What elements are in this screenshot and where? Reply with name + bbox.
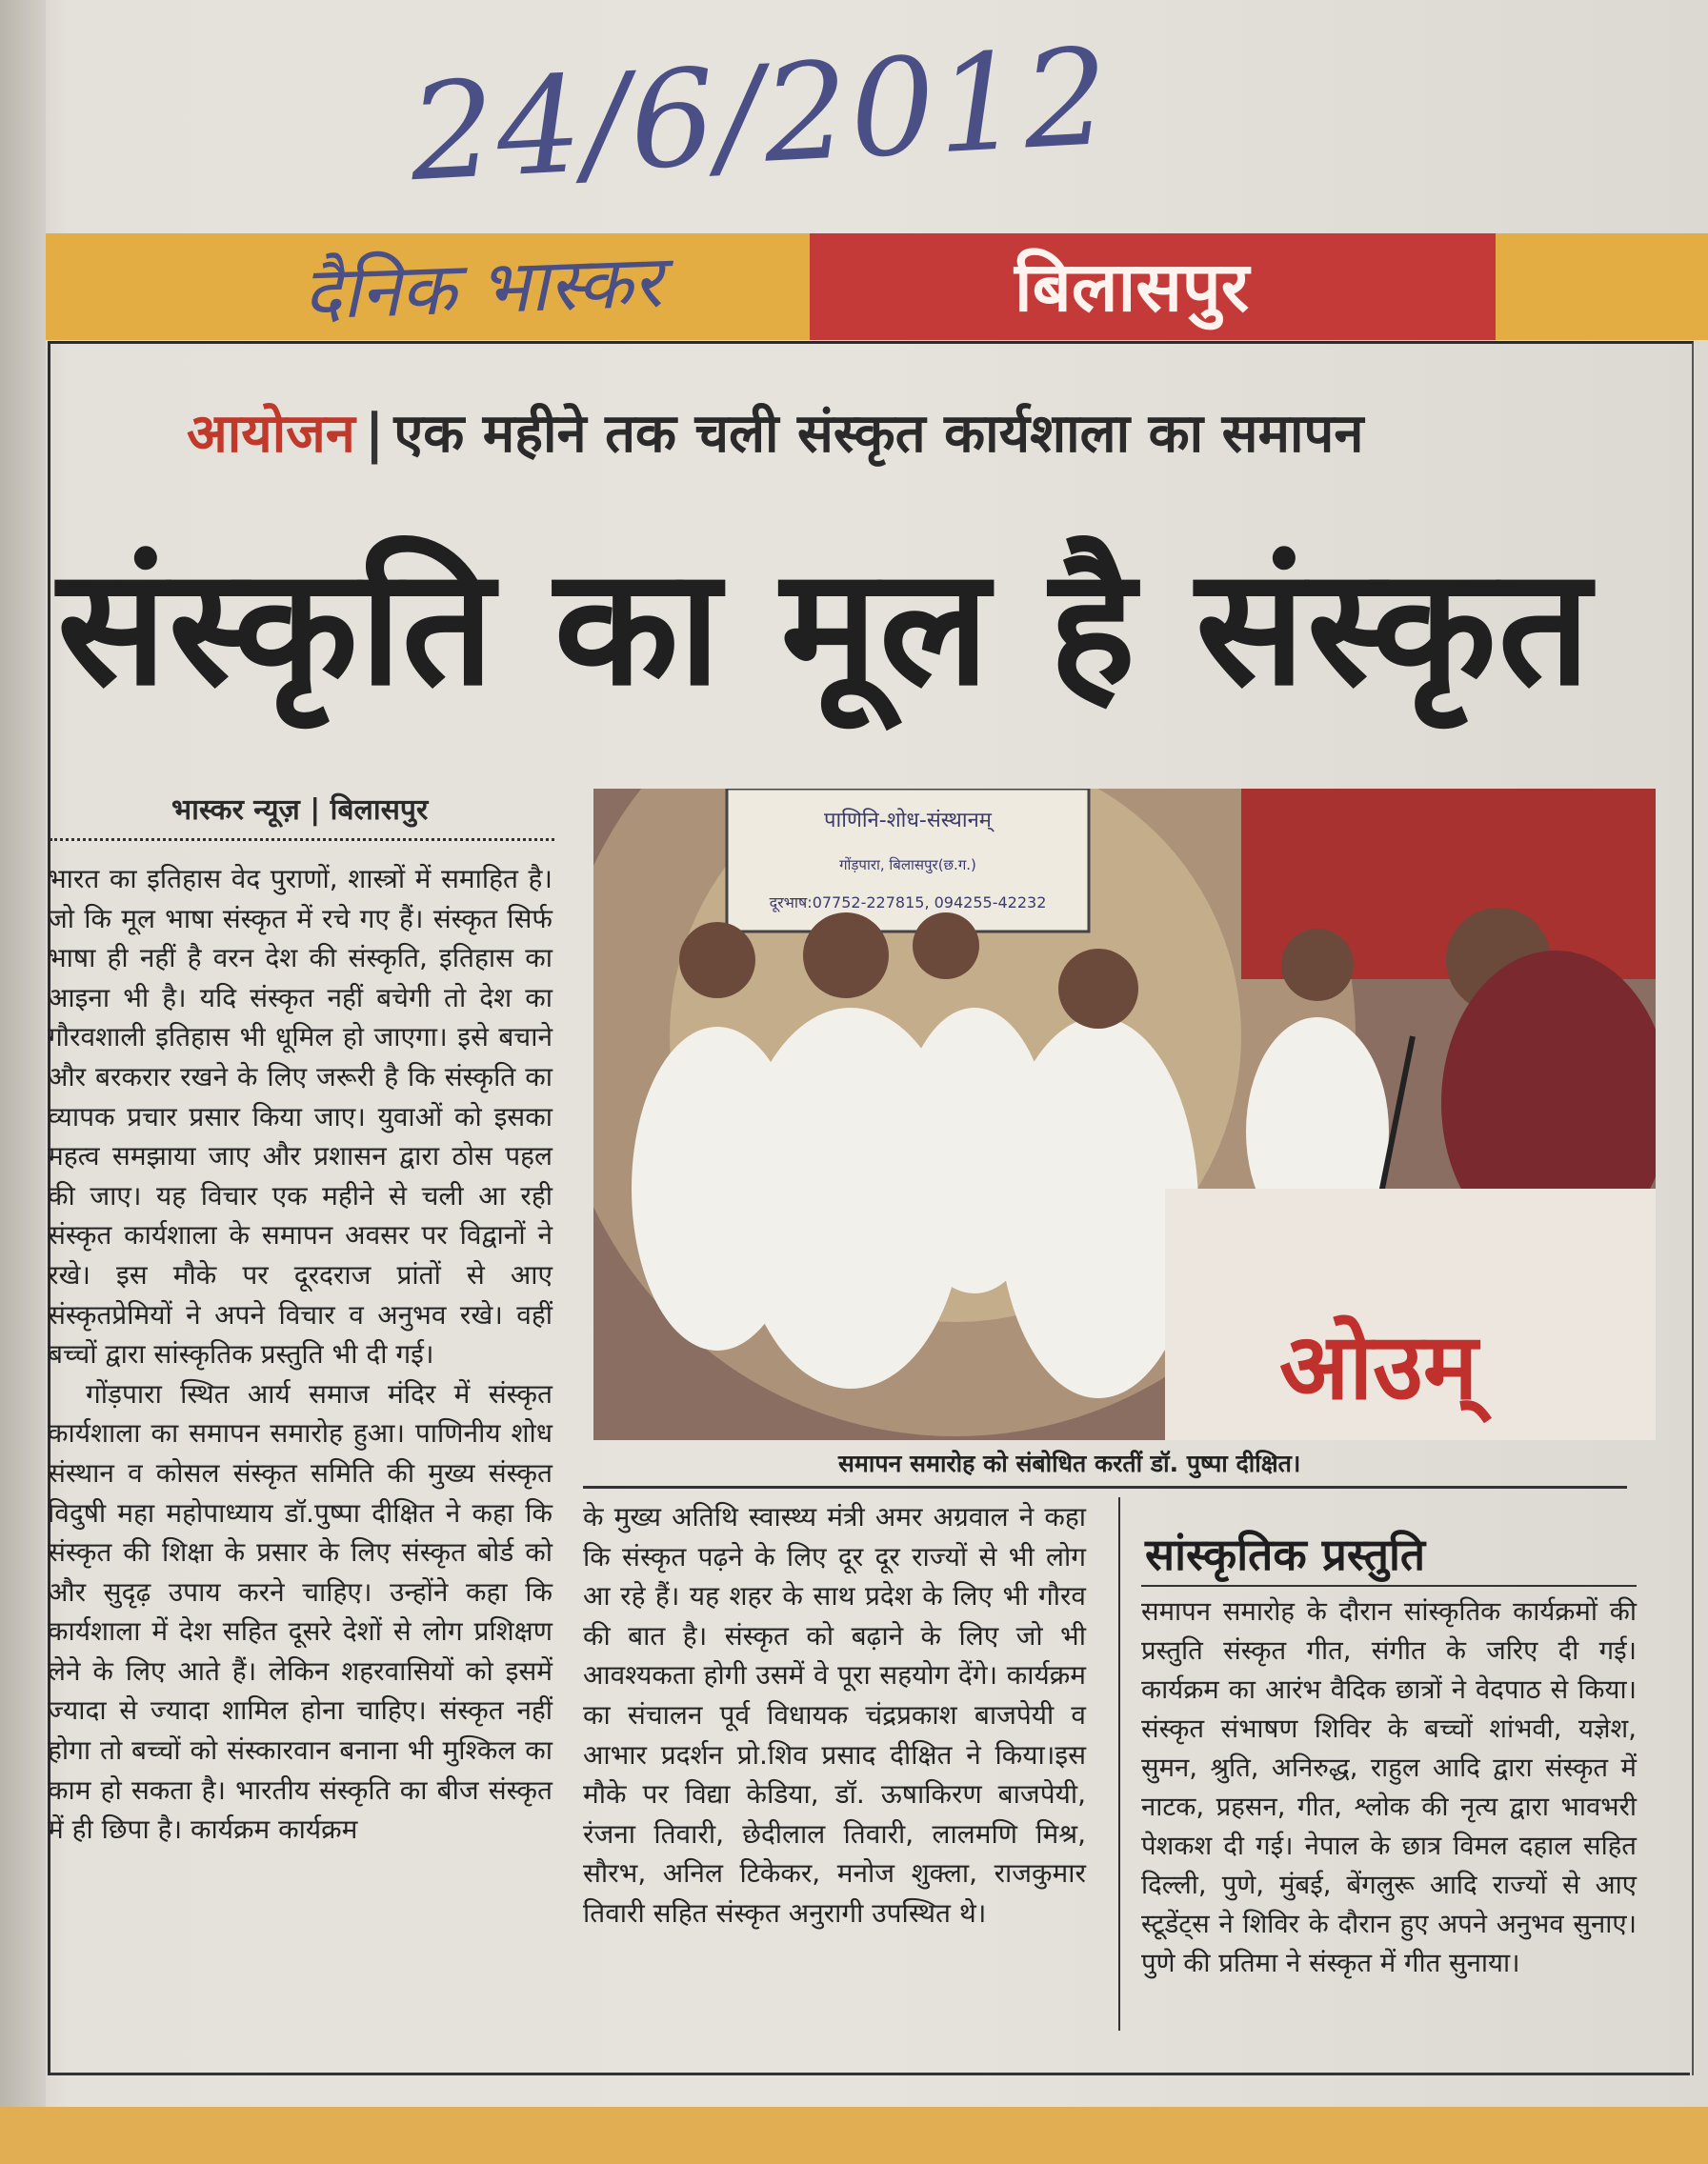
podium-text: ओउम् (1279, 1313, 1478, 1420)
photo-caption: समापन समारोह को संबोधित करतीं डॉ. पुष्पा दीक्षित। (838, 1450, 1301, 1477)
handwritten-date: 24/6/2012 (406, 19, 1115, 212)
subhead: सांस्कृतिक प्रस्तुति (1145, 1529, 1426, 1580)
page-fold-shadow (0, 0, 46, 2164)
photo-banner-title: पाणिनि-शोध-संस्थानम् (824, 809, 992, 832)
kicker-text: एक महीने तक चली संस्कृत कार्यशाला का समापन (393, 403, 1364, 465)
bottom-stripe (0, 2107, 1708, 2164)
photo-banner-sub: गोंड़पारा, बिलासपुर(छ.ग.) (839, 856, 976, 873)
column-1-para-1: भारत का इतिहास वेद पुराणों, शास्त्रों में समाहित है। जो कि मूल भाषा संस्कृत में रचे गए हैं। संस्कृत सिर्फ भाषा ही नहीं है वरन देश की संस्कृति, इतिहास का आइना भी है। यदि संस्कृत नहीं बचेगी तो देश का गौरवशाली इतिहास भी धूमिल हो जाएगा। इसे बचाने और बरकरार रखने के लिए जरूरी है कि संस्कृति का व्यापक प्रचार प्रसार किया जाए। युवाओं को इसका महत्व समझाया जाए और प्रशासन द्वारा ठोस पहल की जाए। यह विचार एक महीने से चली आ रही संस्कृत कार्यशाला के समापन अवसर पर विद्वानों ने रखे। इस मौके पर दूरदराज प्रांतों से आए संस्कृतप्रेमियों ने अपने विचार व अनुभव रखे। वहीं बच्चों द्वारा सांस्कृतिक प्रस्तुति भी दी गई। (48, 863, 553, 1371)
bottom-rule (50, 2073, 1690, 2075)
handwritten-paper-name: दैनिक भास्कर (301, 238, 664, 336)
event-photo-illustration (593, 789, 1656, 1440)
column-2: के मुख्य अतिथि स्वास्थ्य मंत्री अमर अग्रवाल ने कहा कि संस्कृत पढ़ने के लिए दूर दूर राज्यों से भी लोग आ रहे हैं। यह शहर के साथ प्रदेश के लिए भी गौरव की बात है। संस्कृत को बढ़ाने के लिए जो भी आवश्यकता होगी उसमें वे पूरा सहयोग देंगे। कार्यक्रम का संचालन पूर्व विधायक चंद्रप्रकाश बाजपेयी व आभार प्रदर्शन प्रो.शिव प्रसाद दीक्षित ने किया।इस मौके पर विद्या केडिया, डॉ. ऊषाकिरण बाजपेयी, रंजना तिवारी, छेदीलाल तिवारी, लालमणि मिश्र, सौरभ, अनिल टिकेकर, मनोज शुक्ला, राजकुमार तिवारी सहित संस्कृत अनुरागी उपस्थित थे। (583, 1501, 1086, 1929)
photo-banner-phone: दूरभाष:07752-227815, 094255-42232 (769, 893, 1047, 912)
byline-dotted-rule (50, 838, 554, 841)
column-3: समापन समारोह के दौरान सांस्कृतिक कार्यक्रमों की प्रस्तुति संस्कृत गीत, संगीत के जरिए दी गई। कार्यक्रम का आरंभ वैदिक छात्रों ने वेदपाठ से किया। संस्कृत संभाषण शिविर के बच्चों शांभवी, यज्ञेश, सुमन, श्रुति, अनिरुद्ध, राहुल आदि द्वारा संस्कृत में नाटक, प्रहसन, गीत, श्लोक की नृत्य द्वारा भावभरी पेशकश दी गई। नेपाल के छात्र विमल दहाल सहित दिल्ली, पुणे, मुंबई, बेंगलुरू आदि राज्यों से आए स्टूडेंट्स ने शिविर के दौरान हुए अपने अनुभव सुनाए। पुणे की प्रतिमा ने संस्कृत में गीत सुनाया। (1141, 1596, 1637, 1978)
kicker-label: आयोजन (187, 403, 355, 465)
byline: भास्कर न्यूज़ | बिलासपुर (171, 793, 429, 827)
column-divider (1118, 1497, 1120, 2031)
column-1-para-2: गोंड़पारा स्थित आर्य समाज मंदिर में संस्कृत कार्यशाला का समापन समारोह हुआ। पाणिनीय शोध संस्थान व कोसल संस्कृत समिति की मुख्य संस्कृत विदुषी महा महोपाध्याय डॉ.पुष्पा दीक्षित ने कहा कि संस्कृत की शिक्षा के प्रसार के लिए संस्कृत बोर्ड को और सुदृढ़ उपाय करने चाहिए। उन्होंने कहा कि कार्यशाला में देश सहित दूसरे देशों से लोग प्रशिक्षण लेने के लिए आते हैं। लेकिन शहरवासियों को इसमें ज्यादा से ज्यादा शामिल होना चाहिए। संस्कृत नहीं होगा तो बच्चों को संस्कारवान बनाना भी मुश्किल का काम हो सकता है। भारतीय संस्कृति का बीज संस्कृत में ही छिपा है। कार्यक्रम कार्यक्रम (48, 1377, 553, 1846)
kicker-separator: | (364, 403, 385, 465)
city-label: बिलासपुर (1015, 247, 1250, 327)
kicker (187, 395, 1363, 468)
column-1 (48, 859, 553, 1850)
event-photo (593, 789, 1656, 1440)
subhead-rule (1141, 1585, 1637, 1587)
headline: संस्कृति का मूल है संस्कृत (57, 533, 1593, 722)
caption-rule (583, 1486, 1627, 1489)
